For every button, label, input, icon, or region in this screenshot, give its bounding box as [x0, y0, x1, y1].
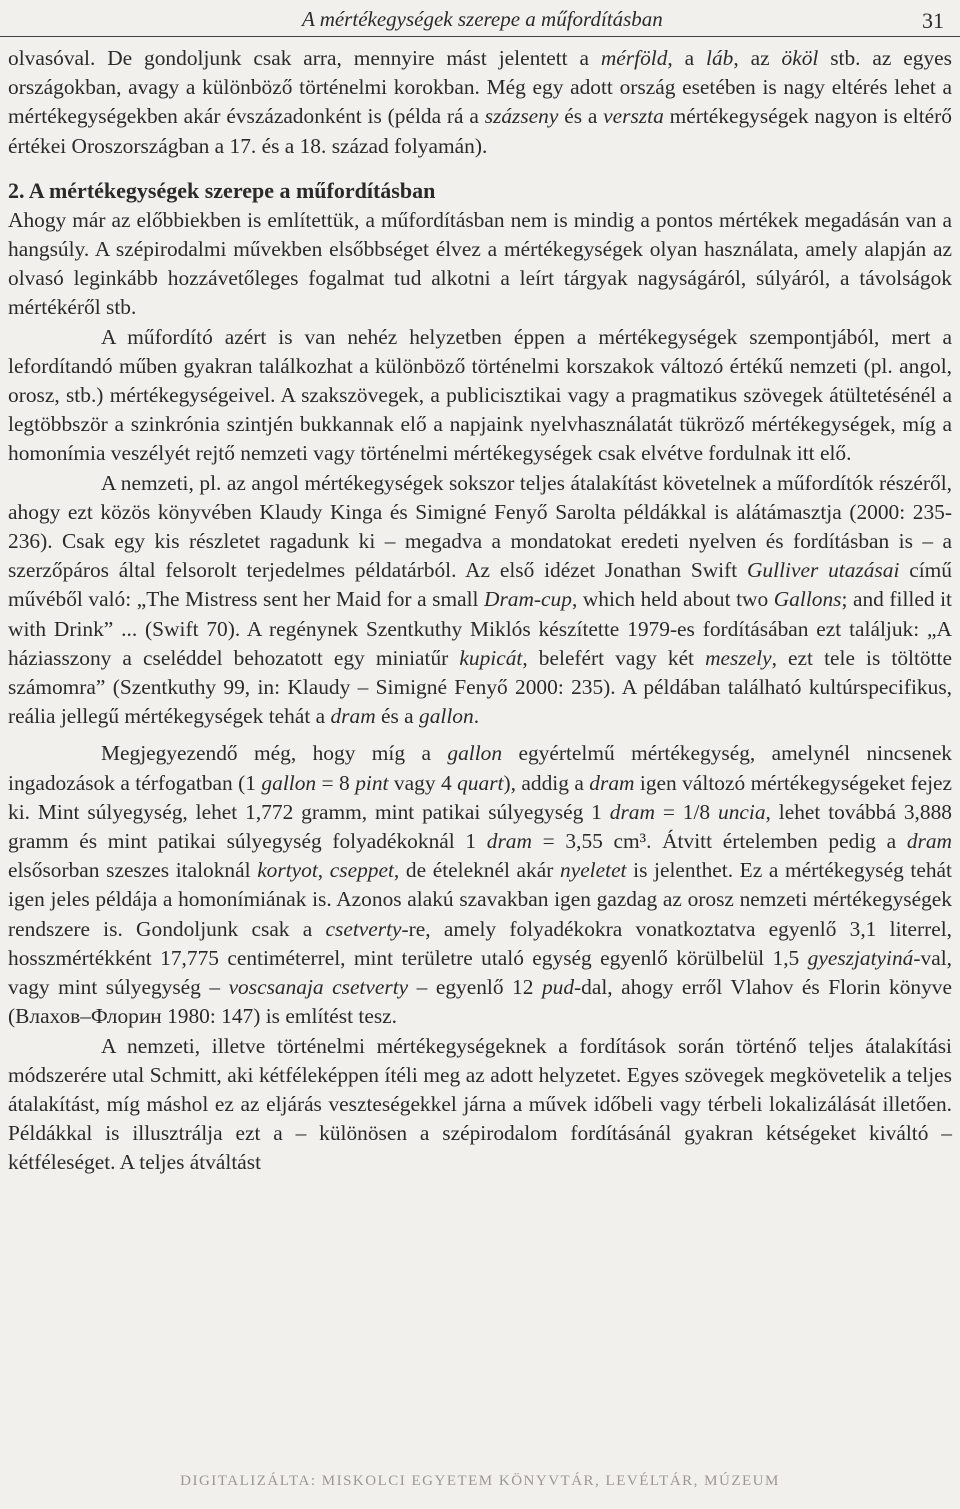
paragraph: Megjegyezendő még, hogy míg a gallon egyértelmű mértékegység, amelynél nincsenek ingadozások a térfogatban (1 gallon = 8 pint vagy 4 quart), addig a dram igen változó mértékegységeket fejez ki. Mint súlyegység, lehet 1,772 gramm, mint patikai súlyegység 1 dram = 1/8 uncia, lehet továbbá 3,888 gramm és mint patikai súlyegység folyadékoknál 1 dram = 3,55 cm³. Átvitt értelemben pedig a dram elsősorban szeszes italoknál kortyot, cseppet, de ételeknél akár nyeletet is jelenthet. Ez a mértékegység tehát igen jeles példája a homonímiának is. Azonos alakú szavakban igen gazdag az orosz nemzeti mértékegységek rendszere is. Gondoljunk csak a csetverty-re, amely folyadékokra vonatkoztatva egyenlő 3,1 literrel, hosszmértékként 17,775 centiméterrel, mint területre utaló egység egyenlő körülbelül 1,5 gyeszjatyiná-val, vagy mint súlyegység – voscsanaja csetverty – egyenlő 12 pud-dal, ahogy erről Vlahov és Florin könyve (Влахов–Флорин 1980: 147) is említést tesz. [8, 741, 953, 1029]
page-number: 31 [922, 8, 944, 33]
page-header [0, 4, 960, 37]
paragraph: A műfordító azért is van nehéz helyzetben éppen a mértékegységek szempontjából, mert a lefordítandó műben gyakran találkozhat a különböző történelmi korszakok változó értékű nemzeti (pl. angol, orosz, stb.) mértékegységeivel. A szakszövegek, a publicisztikai vagy a pragmatikus szövegek átültetésénél a legtöbbször a szinkrónia szintjén bukkannak elő a napjaink nyelvhasználatát tükröző mértékegységek, míg a homonímia veszélyét rejtő nemzeti vagy történelmi mértékegységek csak elvétve fordulnak itt elő. [8, 324, 952, 466]
body-text [8, 44, 952, 1178]
paragraph: A nemzeti, illetve történelmi mértékegységeknek a fordítások során történő teljes átalakítási módszerére utal Schmitt, aki kétféleképpen ítéli meg az adott helyzetet. Egyes szövegek megkövetelik a teljes átalakítást, míg máshol ez az eljárás veszteségekkel járna a művek időbeli vagy térbeli lokalizálását illetően. Példákkal is illusztrálja ezt a – különösen a szépirodalom fordításánál gyakran kétségeket kiváltó – kétféleséget. A teljes átváltást [8, 1033, 952, 1175]
paragraph: A nemzeti, pl. az angol mértékegységek sokszor teljes átalakítást követelnek a műfordítók részéről, ahogy ezt közös könyvében Klaudy Kinga és Simigné Fenyő Sarolta példákkal is alátámasztja (2000: 235-236). Csak egy kis részletet ragadunk ki – megadva a mondatokat eredeti nyelven és fordításban is – a szerzőpáros által felsorolt terjedelmes példatárból. Az első idézet Jonathan Swift Gulliver utazásai című művéből való: „The Mistress sent her Maid for a small Dram-cup, which held about two Gallons; and filled it with Drink” ... (Swift 70). A regénynek Szentkuthy Miklós készítette 1979-es fordításában ezt találjuk: „A háziasszony a cseléddel behozatott egy miniatűr kupicát, belefért vagy két meszely, ezt tele is töltötte számomra” (Szentkuthy 99, in: Klaudy – Simigné Fenyő 2000: 235). A példában található kultúrspecifikus, reália jellegű mértékegységek tehát a dram és a gallon. [8, 470, 952, 729]
section-heading: 2. A mértékegységek szerepe a műfordításban [8, 177, 436, 203]
paragraph: olvasóval. De gondoljunk csak arra, mennyire mást jelentett a mérföld, a láb, az ököl stb. az egyes országokban, avagy a különböző történelmi korokban. Még egy adott ország esetében is nagy eltérés lehet a mértékegységekben akár évszázadonként is (példa rá a százseny és a verszta mértékegységek nagyon is eltérő értékei Oroszországban a 17. és a 18. század folyamán). [8, 46, 952, 158]
running-title: A mértékegységek szerepe a műfordításban [302, 7, 663, 31]
paragraph-gap [8, 731, 952, 739]
digitization-footer: DIGITALIZÁLTA: MISKOLCI EGYETEM KÖNYVTÁR, LEVÉLTÁR, MÚZEUM [180, 1473, 780, 1489]
paragraph: Ahogy már az előbbiekben is említettük, a műfordításban nem is mindig a pontos mértékek megadásán van a hangsúly. A szépirodalmi művekben elsőbbséget élvez a mértékegységek olyan használata, amely alapján az olvasó leginkább hozzávetőleges fogalmat tud alkotni a leírt tárgyak nagyságáról, súlyáról, a távolságok mértékéről stb. [8, 207, 952, 320]
